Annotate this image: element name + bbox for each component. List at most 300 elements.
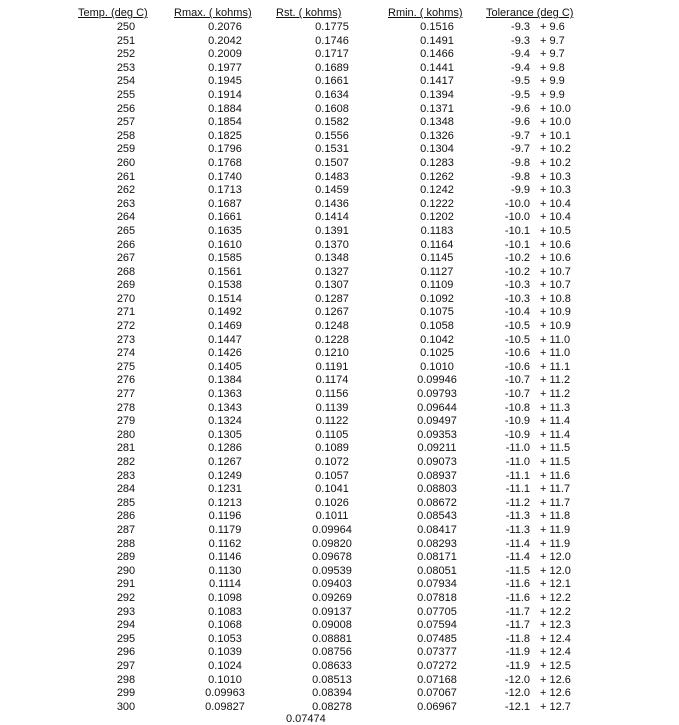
- rst-cell: 0.1507: [315, 156, 349, 169]
- rmax-cell: 0.1114: [208, 578, 241, 591]
- tolerance-cell: [486, 606, 598, 620]
- tolerance-plus: + 10.8: [540, 292, 571, 305]
- rmin-cell: 0.1042: [420, 333, 454, 346]
- rmin-cell: 0.08051: [417, 564, 457, 577]
- rst-cell: 0.1026: [315, 496, 349, 509]
- rst-cell: 0.09539: [312, 564, 352, 577]
- temp-cell: 278: [116, 401, 136, 414]
- tolerance-cell: [486, 157, 598, 171]
- rmax-cell: 0.1405: [208, 360, 242, 373]
- tolerance-plus: + 9.8: [540, 61, 565, 74]
- rst-cell: 0.08513: [312, 673, 352, 686]
- tolerance-minus: -11.4: [505, 537, 530, 550]
- rmax-cell: 0.1249: [208, 469, 242, 482]
- tolerance-plus: + 10.6: [540, 238, 571, 251]
- rmax-cell: 0.1469: [208, 320, 242, 333]
- temp-cell: 267: [116, 252, 136, 265]
- temp-cell: 258: [116, 129, 136, 142]
- tolerance-minus: -11.1: [505, 469, 530, 482]
- tolerance-plus: + 10.7: [540, 279, 571, 292]
- tolerance-cell: [486, 361, 598, 375]
- tolerance-minus: -9.3: [511, 34, 530, 47]
- tolerance-minus: -10.6: [504, 360, 530, 373]
- tolerance-cell: [486, 279, 598, 293]
- rst-cell: 0.1156: [315, 388, 349, 401]
- tolerance-plus: + 11.0: [540, 333, 571, 346]
- rmax-cell: 0.1363: [208, 388, 242, 401]
- table-row: [78, 211, 598, 225]
- rmin-cell: 0.08937: [417, 469, 457, 482]
- tolerance-plus: + 11.4: [540, 428, 571, 441]
- tolerance-plus: + 10.4: [540, 197, 571, 210]
- cutoff-text: 0.07474: [286, 713, 326, 725]
- rmax-cell: 0.1196: [208, 510, 242, 523]
- table-body: [78, 21, 598, 714]
- table-row: [78, 524, 598, 538]
- tolerance-plus: + 9.9: [540, 75, 565, 88]
- tolerance-cell: [486, 266, 598, 280]
- rmax-cell: 0.1854: [208, 116, 242, 129]
- rst-cell: 0.1228: [315, 333, 349, 346]
- rmin-cell: 0.09946: [417, 374, 457, 387]
- temp-cell: 253: [116, 61, 136, 74]
- rst-cell: 0.1248: [315, 320, 349, 333]
- tolerance-plus: + 11.5: [540, 456, 571, 468]
- tolerance-minus: -11.3: [505, 510, 530, 523]
- tolerance-minus: -10.7: [504, 374, 530, 387]
- tolerance-plus: + 10.0: [540, 102, 571, 115]
- table-row: [78, 565, 598, 579]
- temp-cell: 272: [116, 320, 136, 333]
- tolerance-cell: [486, 293, 598, 307]
- tolerance-cell: [486, 429, 598, 443]
- rmax-cell: 0.1914: [208, 88, 242, 101]
- temp-cell: 263: [116, 197, 136, 210]
- rst-cell: 0.1174: [315, 374, 349, 387]
- table-row: [78, 456, 598, 470]
- rmax-cell: 0.1713: [208, 184, 242, 197]
- temp-cell: 264: [116, 211, 136, 224]
- tolerance-minus: -11.0: [505, 442, 530, 455]
- temp-cell: 287: [116, 523, 136, 536]
- temp-cell: 275: [116, 360, 136, 373]
- temp-cell: 271: [116, 306, 136, 319]
- rmax-cell: 0.1796: [208, 143, 242, 156]
- tolerance-plus: + 10.5: [540, 224, 571, 237]
- rmax-cell: 0.1661: [208, 211, 242, 224]
- rst-cell: 0.1011: [315, 510, 349, 523]
- rmax-cell: 0.1039: [208, 646, 242, 659]
- tolerance-cell: [486, 646, 598, 660]
- rmin-cell: 0.1417: [420, 75, 454, 88]
- temp-cell: 292: [116, 591, 136, 604]
- rmin-cell: 0.08171: [417, 551, 457, 564]
- temp-cell: 285: [116, 496, 136, 509]
- rst-cell: 0.1105: [315, 428, 349, 441]
- rmax-cell: 0.1585: [208, 252, 242, 265]
- rmin-cell: 0.08672: [417, 496, 457, 509]
- table-row: [78, 320, 598, 334]
- tolerance-plus: + 11.6: [540, 469, 571, 482]
- rst-cell: 0.1041: [315, 483, 349, 496]
- temp-cell: 290: [116, 564, 136, 577]
- tolerance-plus: + 10.3: [540, 184, 571, 197]
- tolerance-minus: -10.6: [504, 347, 530, 360]
- tolerance-cell: [486, 225, 598, 239]
- tolerance-cell: [486, 538, 598, 552]
- temp-cell: 282: [116, 456, 136, 468]
- tolerance-minus: -10.3: [504, 292, 530, 305]
- rst-cell: 0.1327: [315, 265, 349, 278]
- tolerance-minus: -11.0: [505, 456, 530, 468]
- rmin-cell: 0.07594: [417, 619, 457, 632]
- tolerance-plus: + 11.7: [540, 483, 571, 496]
- tolerance-minus: -11.4: [505, 551, 530, 564]
- tolerance-minus: -10.2: [504, 252, 530, 265]
- tolerance-minus: -10.2: [504, 265, 530, 278]
- rmax-cell: 0.1610: [208, 238, 242, 251]
- tolerance-minus: -10.8: [504, 401, 530, 414]
- tolerance-plus: + 12.6: [540, 673, 571, 686]
- rst-cell: 0.1072: [315, 456, 349, 468]
- tolerance-minus: -10.4: [504, 306, 530, 319]
- rmax-cell: 0.1024: [208, 659, 242, 672]
- tolerance-cell: [486, 306, 598, 320]
- rst-cell: 0.1531: [315, 143, 349, 156]
- table-row: [78, 334, 598, 348]
- tolerance-cell: [486, 578, 598, 592]
- tolerance-minus: -9.9: [511, 184, 530, 197]
- rmax-cell: 0.1213: [208, 496, 242, 509]
- resistance-tolerance-table: [78, 7, 598, 714]
- rst-cell: 0.08756: [312, 646, 352, 659]
- tolerance-cell: [486, 116, 598, 130]
- rst-cell: 0.1436: [315, 197, 349, 210]
- rst-cell: 0.08394: [312, 687, 352, 700]
- tolerance-cell: [486, 374, 598, 388]
- header-row: [78, 7, 598, 21]
- temp-cell: 294: [116, 619, 136, 632]
- rmin-cell: 0.1466: [420, 48, 454, 61]
- rmin-cell: 0.09793: [417, 388, 457, 401]
- rmax-cell: 0.1231: [208, 483, 242, 496]
- tolerance-cell: [486, 415, 598, 429]
- tolerance-minus: -10.7: [504, 388, 530, 401]
- rmax-cell: 0.09963: [205, 687, 245, 700]
- rmax-cell: 0.1146: [208, 551, 242, 564]
- table-row: [78, 619, 598, 633]
- tolerance-plus: + 12.4: [540, 632, 571, 645]
- table-row: [78, 239, 598, 253]
- rmin-cell: 0.09497: [417, 415, 457, 428]
- rst-cell: 0.08881: [312, 632, 352, 645]
- tolerance-plus: + 10.6: [540, 252, 571, 265]
- tolerance-plus: + 9.9: [540, 88, 565, 101]
- tolerance-minus: -9.5: [511, 88, 530, 101]
- temp-cell: 262: [116, 184, 136, 197]
- rmin-cell: 0.1491: [420, 34, 454, 47]
- tolerance-plus: + 9.6: [540, 21, 565, 33]
- tolerance-cell: [486, 334, 598, 348]
- rmin-cell: 0.1222: [420, 197, 454, 210]
- rmin-cell: 0.06967: [417, 700, 457, 713]
- temp-cell: 277: [116, 388, 136, 401]
- table-header: [78, 7, 598, 21]
- rst-cell: 0.08633: [312, 659, 352, 672]
- tolerance-minus: -12.1: [504, 700, 530, 713]
- tolerance-plus: + 12.1: [540, 578, 571, 591]
- rmin-cell: 0.1304: [420, 143, 454, 156]
- rst-cell: 0.1717: [315, 48, 349, 61]
- tolerance-cell: [486, 402, 598, 416]
- rmin-cell: 0.1283: [420, 156, 454, 169]
- rst-cell: 0.1191: [315, 360, 349, 373]
- rst-cell: 0.1089: [315, 442, 349, 455]
- table-row: [78, 538, 598, 552]
- tolerance-cell: [486, 633, 598, 647]
- tolerance-cell: [486, 347, 598, 361]
- rmax-cell: 0.1426: [208, 347, 242, 360]
- tolerance-minus: -9.5: [511, 75, 530, 88]
- tolerance-minus: -10.5: [504, 320, 530, 333]
- rst-cell: 0.1634: [315, 88, 349, 101]
- rst-cell: 0.1122: [315, 415, 349, 428]
- tolerance-minus: -9.8: [511, 170, 530, 183]
- table-row: [78, 35, 598, 49]
- tolerance-cell: [486, 184, 598, 198]
- tolerance-minus: -11.3: [505, 523, 530, 536]
- rmax-cell: 0.2042: [208, 34, 242, 47]
- rmin-cell: 0.1242: [420, 184, 454, 197]
- tolerance-plus: + 11.7: [540, 496, 571, 509]
- rmax-cell: 0.1635: [208, 224, 242, 237]
- tolerance-cell: [486, 62, 598, 76]
- rst-cell: 0.1689: [315, 61, 349, 74]
- tolerance-plus: + 11.8: [540, 510, 571, 523]
- temp-cell: 270: [116, 292, 136, 305]
- temp-cell: 283: [116, 469, 136, 482]
- rmax-cell: 0.1447: [208, 333, 242, 346]
- rmax-cell: 0.2009: [208, 48, 242, 61]
- temp-cell: 269: [116, 279, 136, 292]
- tolerance-plus: + 12.7: [540, 700, 571, 713]
- rst-cell: 0.1057: [315, 469, 349, 482]
- rmin-cell: 0.09353: [417, 428, 457, 441]
- tolerance-minus: -10.3: [504, 279, 530, 292]
- table-row: [78, 279, 598, 293]
- tolerance-minus: -11.6: [505, 591, 530, 604]
- rmax-cell: 0.1179: [208, 523, 242, 536]
- tolerance-minus: -9.7: [511, 143, 530, 156]
- temp-cell: 279: [116, 415, 136, 428]
- table-row: [78, 660, 598, 674]
- tolerance-minus: -9.4: [511, 61, 530, 74]
- rmax-cell: 0.1384: [208, 374, 242, 387]
- temp-cell: 288: [116, 537, 136, 550]
- tolerance-minus: -9.7: [511, 129, 530, 142]
- rmin-cell: 0.1371: [420, 102, 454, 115]
- tolerance-cell: [486, 701, 598, 715]
- tolerance-plus: + 11.4: [540, 415, 571, 428]
- rmax-cell: 0.1267: [208, 456, 242, 468]
- temp-cell: 291: [116, 578, 136, 591]
- tolerance-cell: [486, 89, 598, 103]
- table-row: [78, 429, 598, 443]
- tolerance-minus: -9.6: [511, 102, 530, 115]
- tolerance-cell: [486, 239, 598, 253]
- tolerance-cell: [486, 687, 598, 701]
- temp-cell: 289: [116, 551, 136, 564]
- temp-cell: 286: [116, 510, 136, 523]
- rmax-cell: 0.1977: [208, 61, 242, 74]
- tolerance-minus: -9.6: [511, 116, 530, 129]
- rmin-cell: 0.1092: [420, 292, 454, 305]
- table-row: [78, 130, 598, 144]
- rst-cell: 0.09403: [312, 578, 352, 591]
- tolerance-plus: + 12.2: [540, 605, 571, 618]
- rst-cell: 0.1746: [315, 34, 349, 47]
- tolerance-cell: [486, 21, 598, 35]
- temp-cell: 300: [116, 700, 136, 713]
- rmin-cell: 0.1516: [420, 21, 454, 33]
- rmin-cell: 0.1441: [420, 61, 454, 74]
- temp-cell: 251: [116, 34, 136, 47]
- tolerance-plus: + 12.2: [540, 591, 571, 604]
- tolerance-plus: + 11.9: [540, 537, 571, 550]
- table-row: [78, 62, 598, 76]
- table-row: [78, 116, 598, 130]
- tolerance-plus: + 12.0: [540, 564, 571, 577]
- temp-cell: 280: [116, 428, 136, 441]
- tolerance-minus: -12.0: [504, 687, 530, 700]
- table-row: [78, 402, 598, 416]
- rmax-cell: 0.1492: [208, 306, 242, 319]
- table-row: [78, 198, 598, 212]
- tolerance-plus: + 10.0: [540, 116, 571, 129]
- rst-cell: 0.09678: [312, 551, 352, 564]
- rst-cell: 0.1267: [315, 306, 349, 319]
- tolerance-minus: -12.0: [504, 673, 530, 686]
- rmax-cell: 0.1538: [208, 279, 242, 292]
- rmin-cell: 0.1010: [420, 360, 454, 373]
- rmax-cell: 0.1068: [208, 619, 242, 632]
- temp-cell: 299: [116, 687, 136, 700]
- table-row: [78, 687, 598, 701]
- tolerance-cell: [486, 592, 598, 606]
- rmax-cell: 0.2076: [208, 21, 242, 33]
- rmax-cell: 0.1687: [208, 197, 242, 210]
- rmin-cell: 0.1109: [420, 279, 454, 292]
- table-row: [78, 633, 598, 647]
- tolerance-plus: + 12.5: [540, 659, 571, 672]
- table-row: [78, 347, 598, 361]
- tolerance-plus: + 12.6: [540, 687, 571, 700]
- temp-cell: 259: [116, 143, 136, 156]
- tolerance-minus: -10.1: [504, 238, 530, 251]
- table-row: [78, 701, 598, 715]
- table-row: [78, 415, 598, 429]
- tolerance-cell: [486, 470, 598, 484]
- tolerance-plus: + 10.7: [540, 265, 571, 278]
- rst-cell: 0.1391: [315, 224, 349, 237]
- rmin-cell: 0.07485: [417, 632, 457, 645]
- table-row: [78, 361, 598, 375]
- rst-cell: 0.1348: [315, 252, 349, 265]
- table-row: [78, 306, 598, 320]
- rst-cell: 0.1370: [315, 238, 349, 251]
- table-row: [78, 388, 598, 402]
- tolerance-plus: + 10.1: [540, 129, 571, 142]
- tolerance-minus: -11.9: [505, 646, 530, 659]
- temp-cell: 261: [116, 170, 136, 183]
- rst-cell: 0.1307: [315, 279, 349, 292]
- temp-cell: 265: [116, 224, 136, 237]
- tolerance-cell: [486, 619, 598, 633]
- temp-cell: 276: [116, 374, 136, 387]
- rmin-cell: 0.07934: [417, 578, 457, 591]
- rmin-cell: 0.1183: [420, 224, 454, 237]
- tolerance-cell: [486, 143, 598, 157]
- table-row: [78, 143, 598, 157]
- tolerance-plus: + 12.0: [540, 551, 571, 564]
- rmax-cell: 0.1053: [208, 632, 242, 645]
- rmax-cell: 0.1825: [208, 129, 242, 142]
- tolerance-minus: -11.7: [505, 605, 530, 618]
- tolerance-cell: [486, 198, 598, 212]
- temp-cell: 256: [116, 102, 136, 115]
- temp-cell: 260: [116, 156, 136, 169]
- temp-cell: 284: [116, 483, 136, 496]
- rst-cell: 0.09269: [312, 591, 352, 604]
- table-row: [78, 578, 598, 592]
- tolerance-minus: -11.2: [505, 496, 530, 509]
- table-row: [78, 483, 598, 497]
- rmin-cell: 0.08417: [417, 523, 457, 536]
- rmax-cell: 0.1343: [208, 401, 242, 414]
- rmin-cell: 0.1348: [420, 116, 454, 129]
- tolerance-cell: [486, 130, 598, 144]
- tolerance-plus: + 10.9: [540, 320, 571, 333]
- temp-cell: 295: [116, 632, 136, 645]
- table-row: [78, 592, 598, 606]
- rst-cell: 0.1139: [315, 401, 349, 414]
- rmin-cell: 0.1262: [420, 170, 454, 183]
- tolerance-minus: -11.7: [505, 619, 530, 632]
- tolerance-cell: [486, 252, 598, 266]
- rmin-cell: 0.08543: [417, 510, 457, 523]
- tolerance-cell: [486, 524, 598, 538]
- tolerance-cell: [486, 565, 598, 579]
- tolerance-plus: + 10.9: [540, 306, 571, 319]
- table-row: [78, 184, 598, 198]
- tolerance-plus: + 11.2: [540, 374, 571, 387]
- tolerance-minus: -11.8: [505, 632, 530, 645]
- column-header-temperature: Temp. (deg C): [78, 7, 148, 20]
- rst-cell: 0.1582: [315, 116, 349, 129]
- column-header-tolerance: Tolerance (deg C): [486, 7, 574, 20]
- tolerance-plus: + 10.3: [540, 170, 571, 183]
- table-row: [78, 89, 598, 103]
- rmin-cell: 0.07705: [417, 605, 457, 618]
- rmin-cell: 0.1326: [420, 129, 454, 142]
- table-row: [78, 266, 598, 280]
- rmin-cell: 0.1164: [420, 238, 454, 251]
- tolerance-cell: [486, 442, 598, 456]
- rmin-cell: 0.09211: [417, 442, 457, 455]
- tolerance-cell: [486, 388, 598, 402]
- table-row: [78, 470, 598, 484]
- column-header-rst: Rst. ( kohms): [276, 7, 342, 20]
